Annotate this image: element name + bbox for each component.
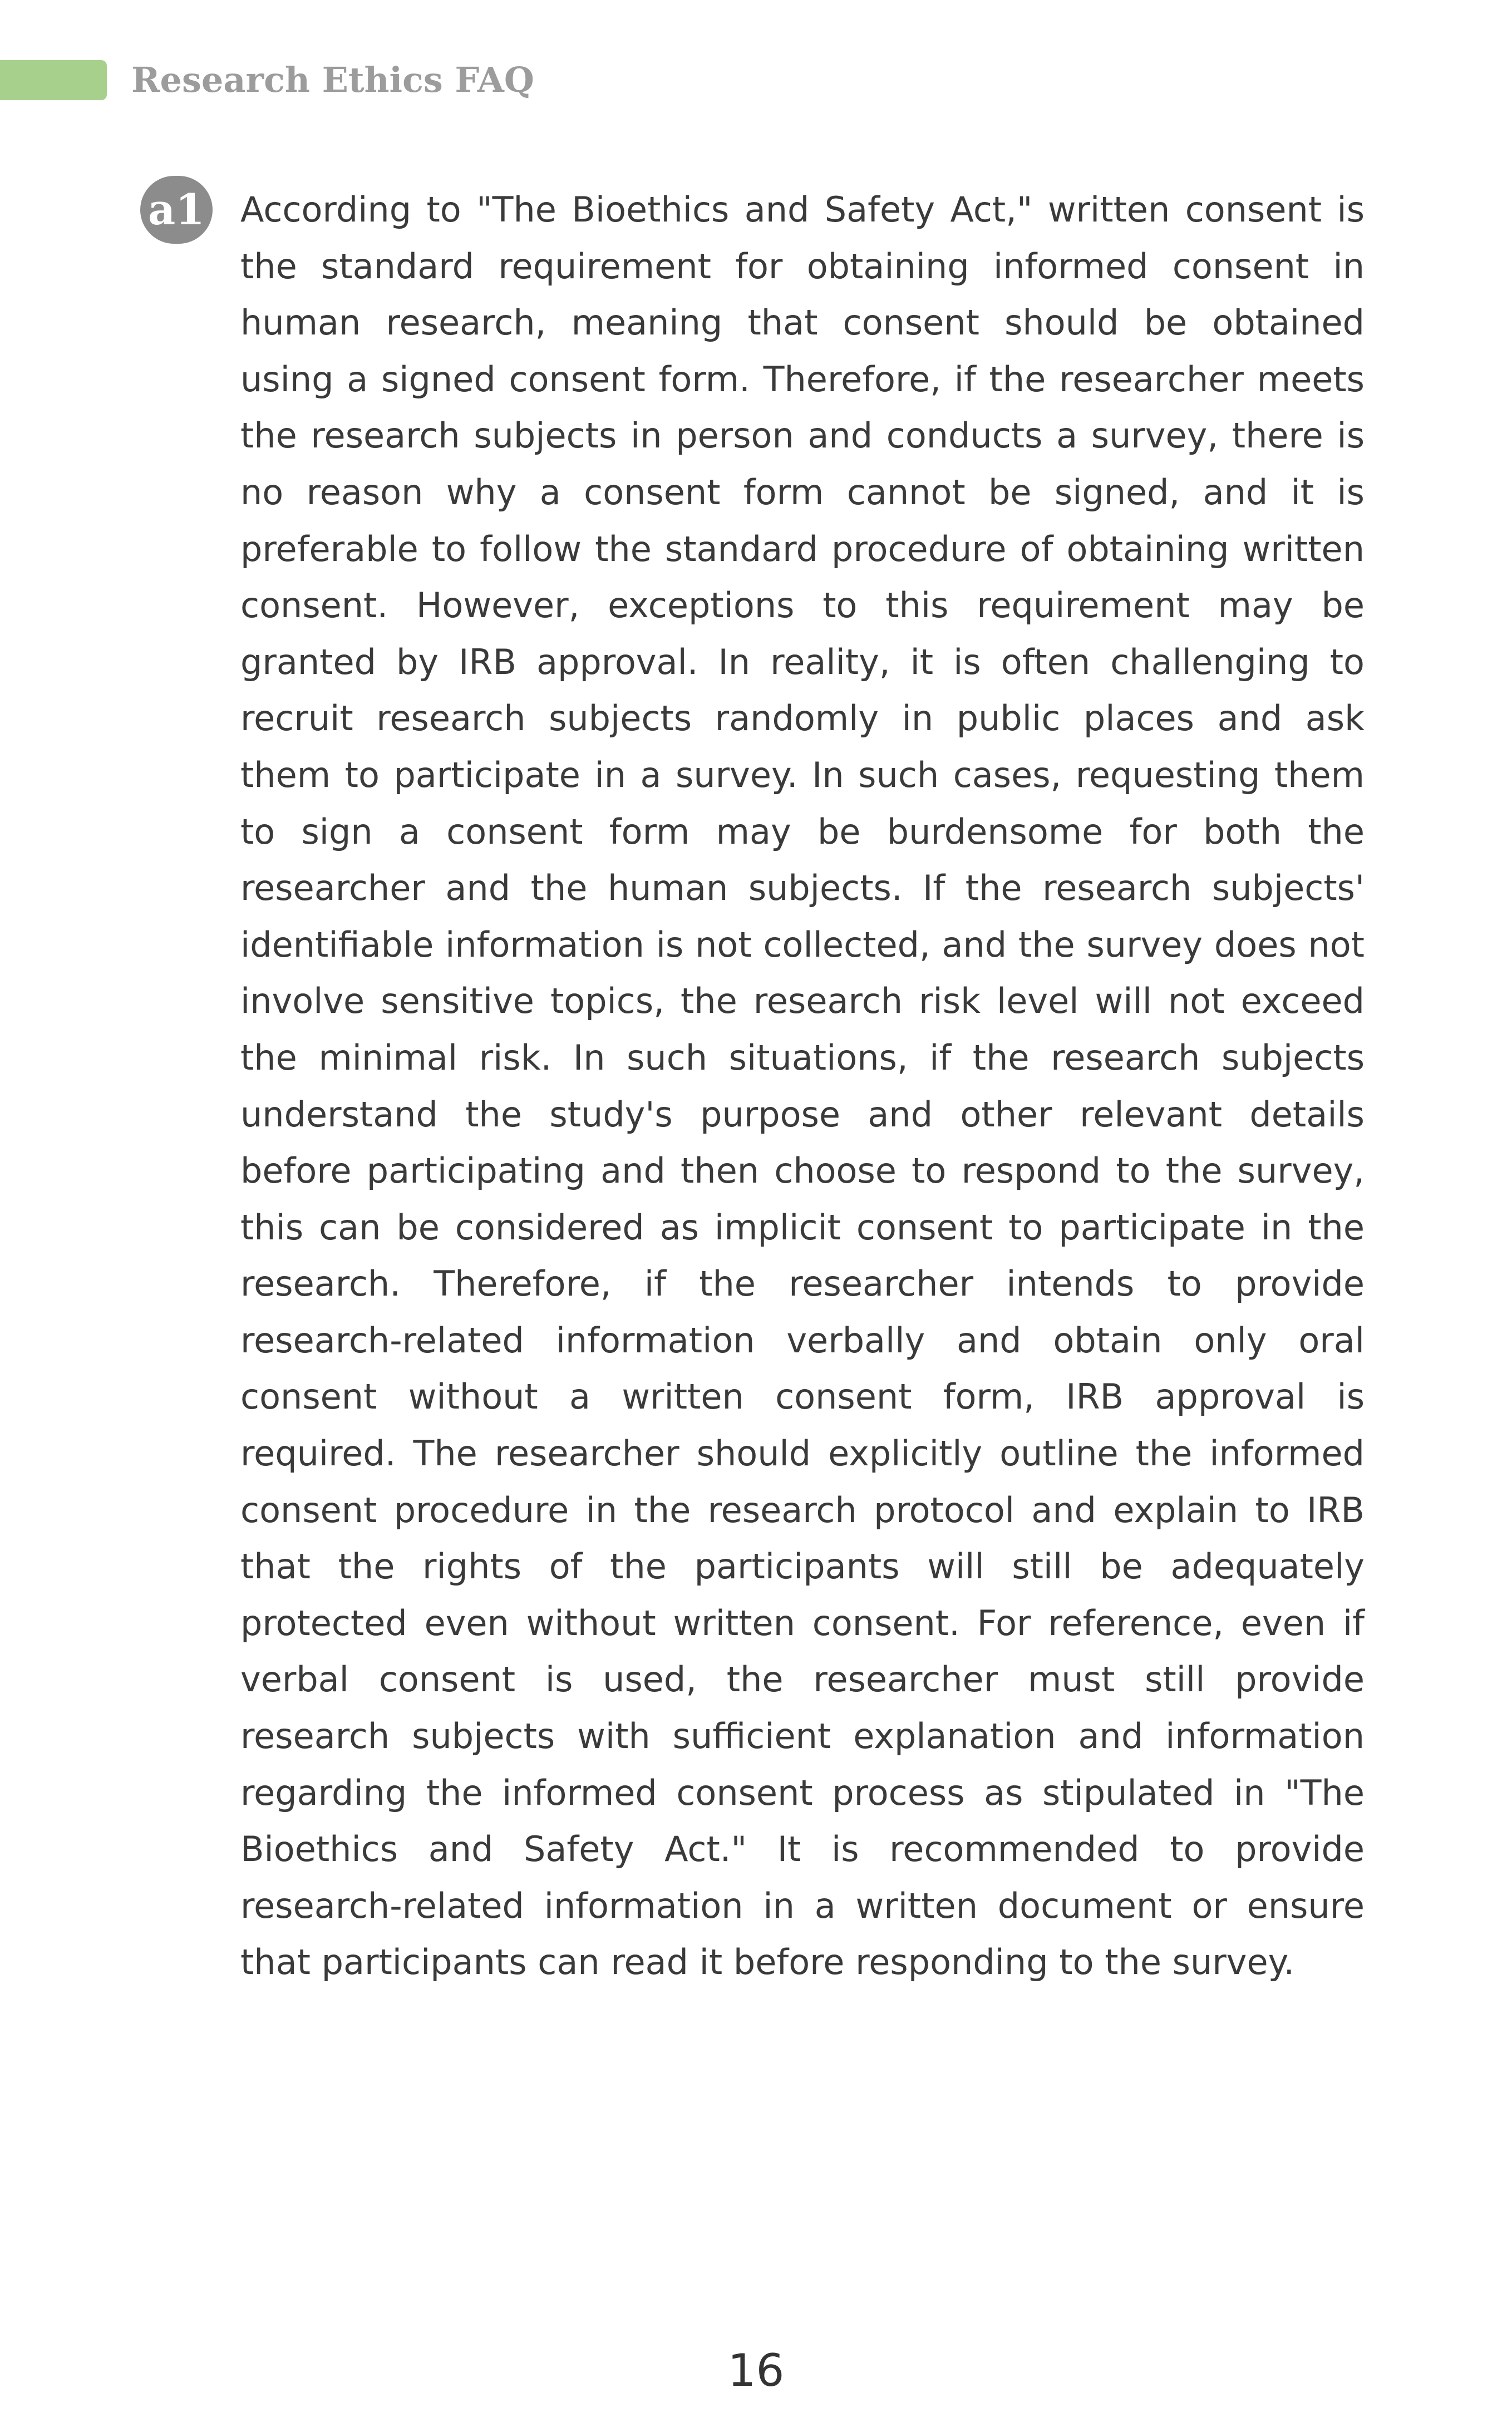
answer-paragraph: According to "The Bioethics and Safety Act," written consent is the standard requirement for obtaining informed consent in human research, meaning that consent should be obtained using a signed consent form. Therefore, if the researcher meets the research subjects in person and conducts a survey, there is no reason why a consent form cannot be signed, and it is preferable to follow the standard procedure of obtaining written consent. However, exceptions to this requirement may be granted by IRB approval. In reality, it is often challenging to recruit research subjects randomly in public places and ask them to participate in a survey. In such cases, requesting them to sign a consent form may be burdensome for both the researcher and the human subjects. If the research subjects' identifiable information is not collected, and the survey does not involve sensitive topics, the research risk level will not exceed the minimal risk. In such situations, if the research subjects understand the study's purpose and other relevant details before participating and then choose to respond to the survey, this can be considered as implicit consent to participate in the research. Therefore, if the researcher intends to provide research-related information verbally and obtain only oral consent without a written consent form, IRB approval is required. The researcher should explicitly outline the informed consent procedure in the research protocol and explain to IRB that the rights of the participants will still be adequately protected even without written consent. For reference, even if verbal consent is used, the researcher must still provide research subjects with sufficient explanation and information regarding the informed consent process as stipulated in "The Bioethics and Safety Act." It is recommended to provide research-related information in a written document or ensure that participants can read it before responding to the survey. [240,189,1365,1983]
header-accent-bar [0,60,107,100]
page-number: 16 [727,2345,785,2396]
running-header-title: Research Ethics FAQ [131,60,534,100]
answer-badge: a1 [140,176,213,244]
